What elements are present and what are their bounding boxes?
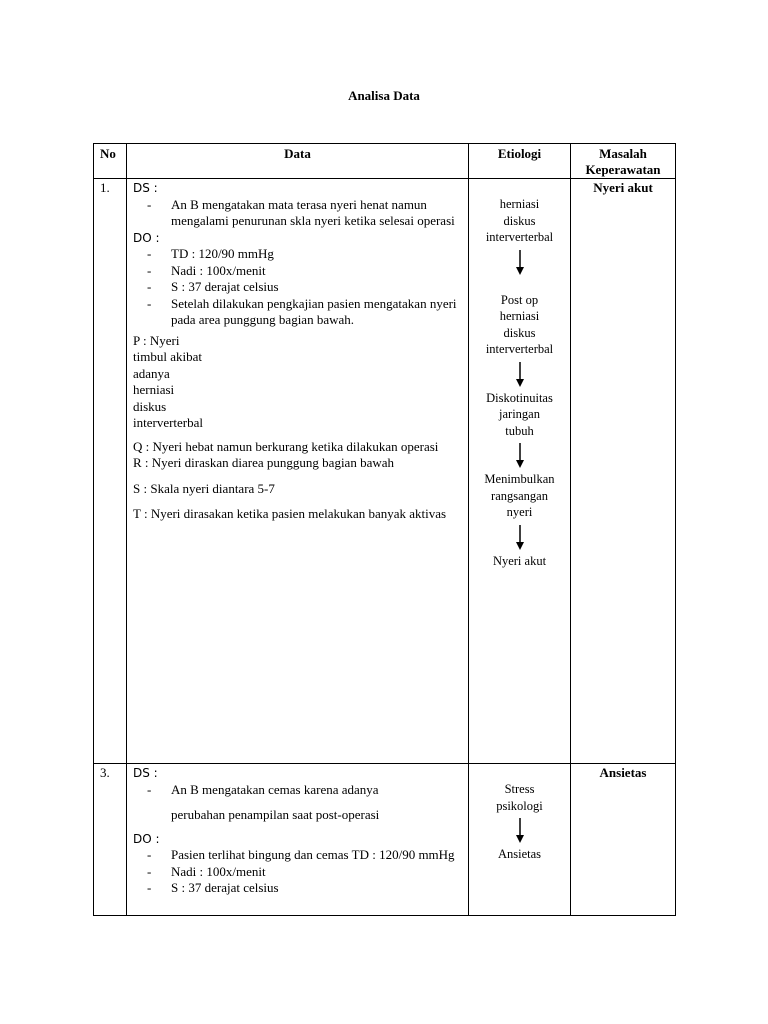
etiologi-line: interverterbal [485,342,554,356]
table-header-row [94,144,676,179]
etiologi-cell [469,179,571,764]
do-label: DO : [133,230,160,245]
s-line: S : Skala nyeri diantara 5-7 [133,480,275,496]
list-item: - S : 37 derajat celsius [133,279,464,296]
etiologi-step [469,846,570,863]
arrow-down-icon [515,250,525,276]
table-row [94,179,676,764]
row-number: 1. [94,179,127,764]
etiologi-step [469,390,570,440]
masalah-cell: Ansietas [571,764,676,916]
ds-label: DS : [133,181,158,195]
p-line: P : Nyeri [133,332,180,348]
list-item: - Nadi : 100x/menit [133,263,464,280]
analysis-table [93,143,676,916]
etiologi-line: jaringan [499,407,540,421]
etiologi-line: psikologi [496,798,543,813]
do-list [133,847,464,897]
p-line: timbul akibat [133,349,202,364]
ds-list [133,197,464,230]
list-item: - Pasien terlihat bingung dan cemas TD : 120/90 mmHg [133,847,464,864]
masalah-cell: Nyeri akut [571,179,676,764]
row-number: 3. [94,764,127,916]
etiologi-line: interverterbal [485,230,554,244]
etiologi-step [469,292,570,358]
header-etiologi: Etiologi [469,144,571,179]
etiologi-line: Stress [504,782,535,796]
list-item: - An B mengatakan mata terasa nyeri henat namun mengalami penurunan skla nyeri ketika selesai operasi [133,197,464,230]
etiologi-cell [469,764,571,916]
etiologi-step [469,471,570,521]
p-block [133,333,464,432]
etiologi-line: herniasi [499,309,540,323]
data-cell [127,764,469,916]
list-item: - Setelah dilakukan pengkajian pasien mengatakan nyeri pada area punggung bagian bawah. [133,296,464,329]
p-line: adanya [133,365,170,381]
etiologi-step [469,781,570,814]
p-line: interverterbal [133,415,204,430]
etiologi-line: rangsangan [491,488,548,503]
p-line: diskus [133,398,167,414]
etiologi-line: tubuh [505,423,534,438]
etiologi-line: Post op [500,292,539,307]
list-item: - Nadi : 100x/menit [133,864,464,881]
p-line: herniasi [133,382,175,397]
ds-list-continued [133,807,464,824]
etiologi-line: diskus [503,325,536,340]
arrow-down-icon [515,362,525,388]
etiologi-step [469,553,570,570]
etiologi-line: Diskotinuitas [486,390,553,405]
arrow-down-icon [515,443,525,469]
ds-label: DS : [133,766,158,780]
list-item: - S : 37 derajat celsius [133,880,464,897]
table-row [94,764,676,916]
etiologi-line: Nyeri akut [492,553,547,568]
etiologi-line: herniasi [499,197,540,211]
ds-list [133,782,464,799]
header-no: No [94,144,127,179]
do-list [133,246,464,329]
list-item: perubahan penampilan saat post-operasi [171,807,380,822]
etiologi-line: nyeri [506,505,533,519]
list-item: - An B mengatakan cemas karena adanya [133,782,464,799]
arrow-down-icon [515,525,525,551]
do-label: DO : [133,831,160,846]
header-data: Data [127,144,469,179]
data-cell [127,179,469,764]
list-item: - TD : 120/90 mmHg [133,246,464,263]
t-line: T : Nyeri dirasakan ketika pasien melakukan banyak aktivas [133,506,447,521]
etiologi-line: Ansietas [497,847,542,861]
etiologi-line: Menimbulkan [484,472,555,486]
header-masalah: Masalah Keperawatan [571,144,676,179]
arrow-down-icon [515,818,525,844]
etiologi-step [469,196,570,246]
q-line: Q : Nyeri hebat namun berkurang ketika dilakukan operasi [133,438,439,454]
r-line: R : Nyeri diraskan diarea punggung bagian bawah [133,455,395,470]
document-title: Analisa Data [348,88,420,103]
etiologi-line: diskus [503,213,536,228]
